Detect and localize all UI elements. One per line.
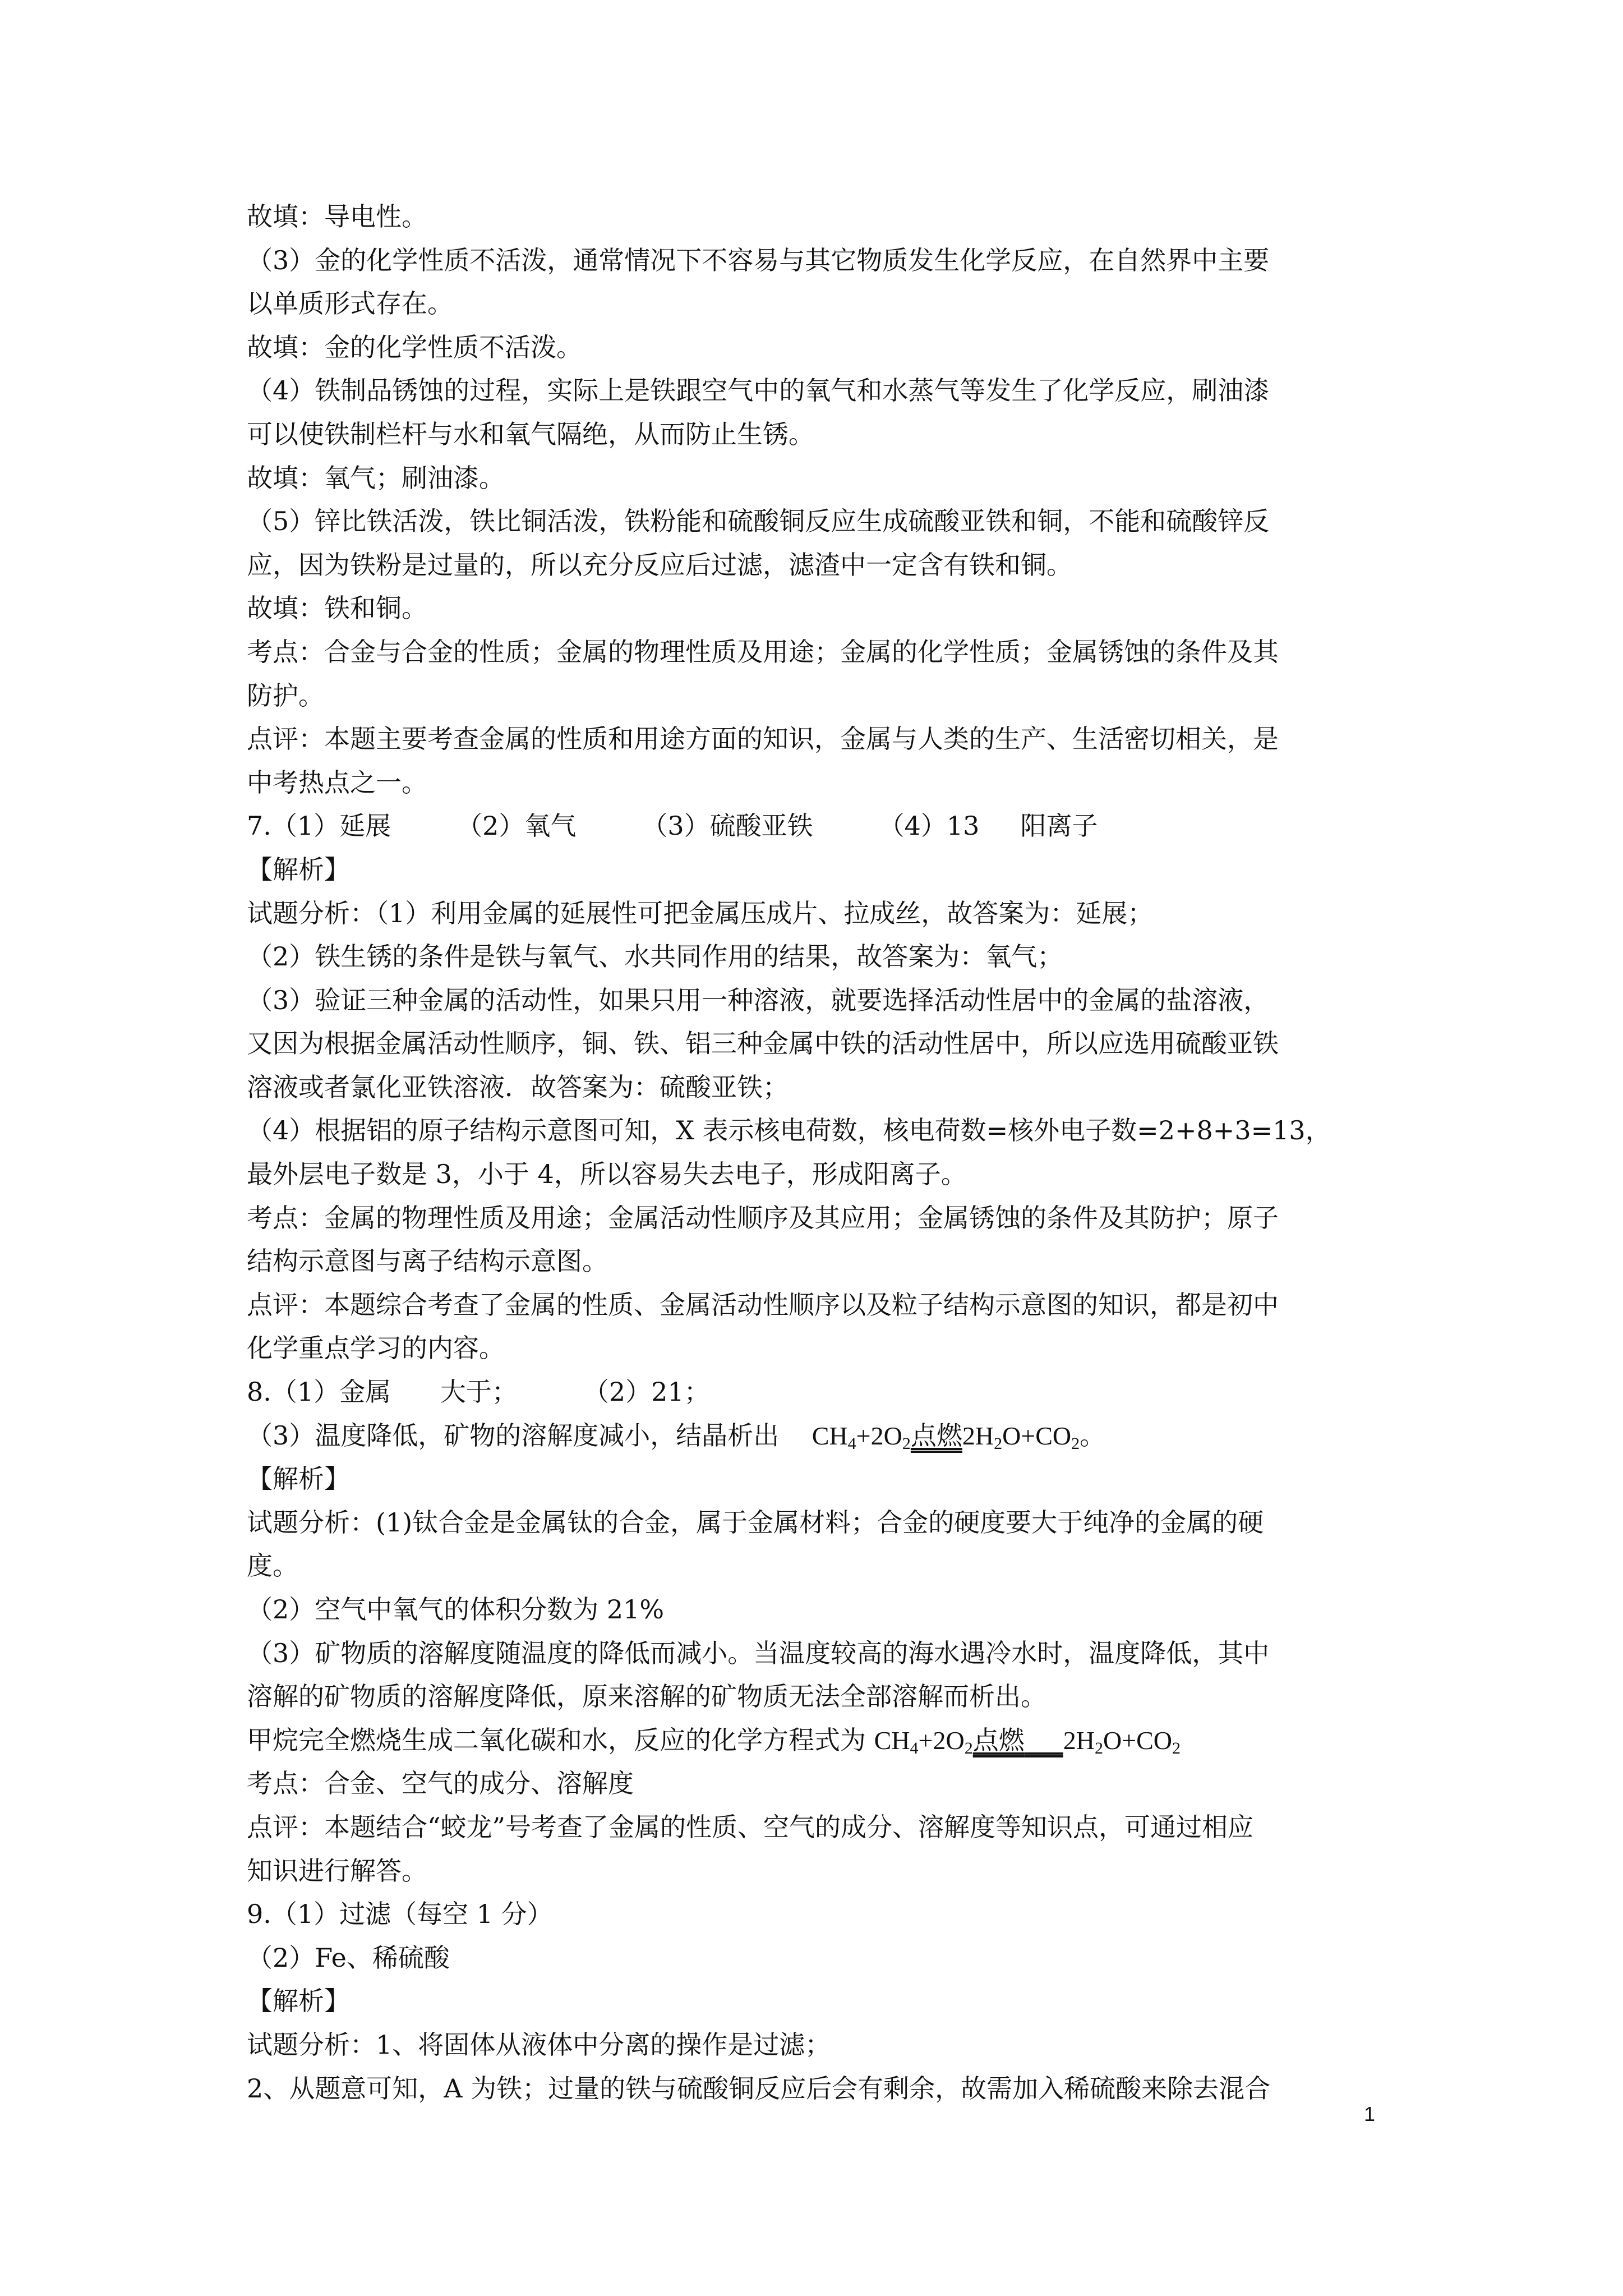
text-line: 试题分析：(1)钛合金是金属钛的合金，属于金属材料；合金的硬度要大于纯净的金属的硬: [247, 1507, 1264, 1538]
text-line: （4）根据铝的原子结构示意图可知，X 表示核电荷数，核电荷数=核外电子数=2+8+3=13，: [247, 1115, 1331, 1146]
text-line: （3）验证三种金属的活动性，如果只用一种溶液，就要选择活动性居中的金属的盐溶液，: [247, 984, 1270, 1015]
text-line: （5）锌比铁活泼，铁比铜活泼，铁粉能和硫酸铜反应生成硫酸亚铁和铜，不能和硫酸锌反: [247, 506, 1270, 537]
answer-line-q9: 9.（1）过滤（每空 1 分）: [247, 1899, 553, 1930]
text-line: 故填：导电性。: [247, 201, 427, 232]
text-line: 结构示意图与离子结构示意图。: [247, 1246, 608, 1277]
text-line: 2、从题意可知，A 为铁；过量的铁与硫酸铜反应后会有剩余，故需加入稀硫酸来除去混合: [247, 2073, 1271, 2104]
text-line: 化学重点学习的内容。: [247, 1333, 505, 1364]
text-line: 度。: [247, 1550, 298, 1581]
text-line: 故填：氧气；刷油漆。: [247, 462, 505, 493]
text-line: 点评：本题结合“蛟龙”号考查了金属的性质、空气的成分、溶解度等知识点，可通过相应: [247, 1811, 1254, 1842]
section-heading: 【解析】: [247, 1464, 350, 1494]
text-line: 可以使铁制栏杆与水和氧气隔绝，从而防止生锈。: [247, 418, 814, 449]
chemical-equation: $CH_4+2O_2$点燃 $2H_2O+CO_2$: [874, 1726, 1181, 1757]
text-line: 故填：铁和铜。: [247, 593, 427, 624]
text-line: 知识进行解答。: [247, 1855, 427, 1886]
text-line: （2）铁生锈的条件是铁与氧气、水共同作用的结果，故答案为：氧气；: [247, 941, 1063, 972]
reaction-condition: 点燃: [910, 1421, 962, 1450]
equation-line: （3）温度降低，矿物的溶解度减小，结晶析出 $CH_4+2O_2$点燃$2H_2O+CO_2$。: [247, 1420, 1106, 1453]
answer-line-q8: 8.（1）金属 大于； （2）21；: [247, 1377, 710, 1407]
equation-prefix: （3）温度降低，矿物的溶解度减小，结晶析出: [247, 1420, 812, 1451]
text-line: 最外层电子数是 3，小于 4，所以容易失去电子，形成阳离子。: [247, 1159, 967, 1190]
chemical-equation: $CH_4+2O_2$点燃$2H_2O+CO_2$: [811, 1421, 1080, 1453]
reaction-condition: 点燃: [972, 1726, 1025, 1755]
equation-line: [247, 1719, 1391, 1763]
text-line: 考点：合金、空气的成分、溶解度: [247, 1768, 634, 1799]
text-line: 以单质形式存在。: [247, 288, 453, 319]
text-line: （2）Fe、稀硫酸: [247, 1942, 450, 1973]
text-line: 考点：金属的物理性质及用途；金属活动性顺序及其应用；金属锈蚀的条件及其防护；原子: [247, 1202, 1279, 1233]
section-heading: 【解析】: [247, 854, 350, 885]
page-number: 1: [1364, 2102, 1376, 2125]
text-line: 考点：合金与合金的性质；金属的物理性质及用途；金属的化学性质；金属锈蚀的条件及其: [247, 636, 1279, 667]
text-line: （3）金的化学性质不活泼，通常情况下不容易与其它物质发生化学反应，在自然界中主要: [247, 245, 1270, 275]
text-line: 试题分析：1、将固体从液体中分离的操作是过滤；: [247, 2029, 831, 2060]
text-line: 中考热点之一。: [247, 767, 427, 798]
document-body: [247, 195, 1391, 2110]
text-line: 应，因为铁粉是过量的，所以充分反应后过滤，滤渣中一定含有铁和铜。: [247, 549, 1072, 580]
text-line: 溶液或者氯化亚铁溶液．故答案为：硫酸亚铁；: [247, 1071, 789, 1102]
equation-prefix: 甲烷完全燃烧生成二氧化碳和水，反应的化学方程式为: [247, 1724, 874, 1755]
text-line: 试题分析：（1）利用金属的延展性可把金属压成片、拉成丝，故答案为：延展；: [247, 898, 1154, 928]
answer-line-q7: 7.（1）延展 （2）氧气 （3）硫酸亚铁 （4）13 阳离子: [247, 811, 1098, 841]
text-line: （2）空气中氧气的体积分数为 21%: [247, 1594, 665, 1625]
text-line: 故填：金的化学性质不活泼。: [247, 332, 582, 362]
text-line: （3）矿物质的溶解度随温度的降低而减小。当温度较高的海水遇冷水时，温度降低，其中: [247, 1637, 1270, 1668]
text-line: 点评：本题主要考查金属的性质和用途方面的知识，金属与人类的生产、生活密切相关，是: [247, 724, 1279, 754]
text-line: 防护。: [247, 680, 324, 711]
text-line: 溶解的矿物质的溶解度降低，原来溶解的矿物质无法全部溶解而析出。: [247, 1681, 1046, 1712]
text-line: 点评：本题综合考查了金属的性质、金属活动性顺序以及粒子结构示意图的知识，都是初中: [247, 1289, 1279, 1320]
text-line: （4）铁制品锈蚀的过程，实际上是铁跟空气中的氧气和水蒸气等发生了化学反应，刷油漆: [247, 375, 1270, 406]
section-heading: 【解析】: [247, 1986, 350, 2017]
text-line: 又因为根据金属活动性顺序，铜、铁、铝三种金属中铁的活动性居中，所以应选用硫酸亚铁: [247, 1028, 1279, 1059]
